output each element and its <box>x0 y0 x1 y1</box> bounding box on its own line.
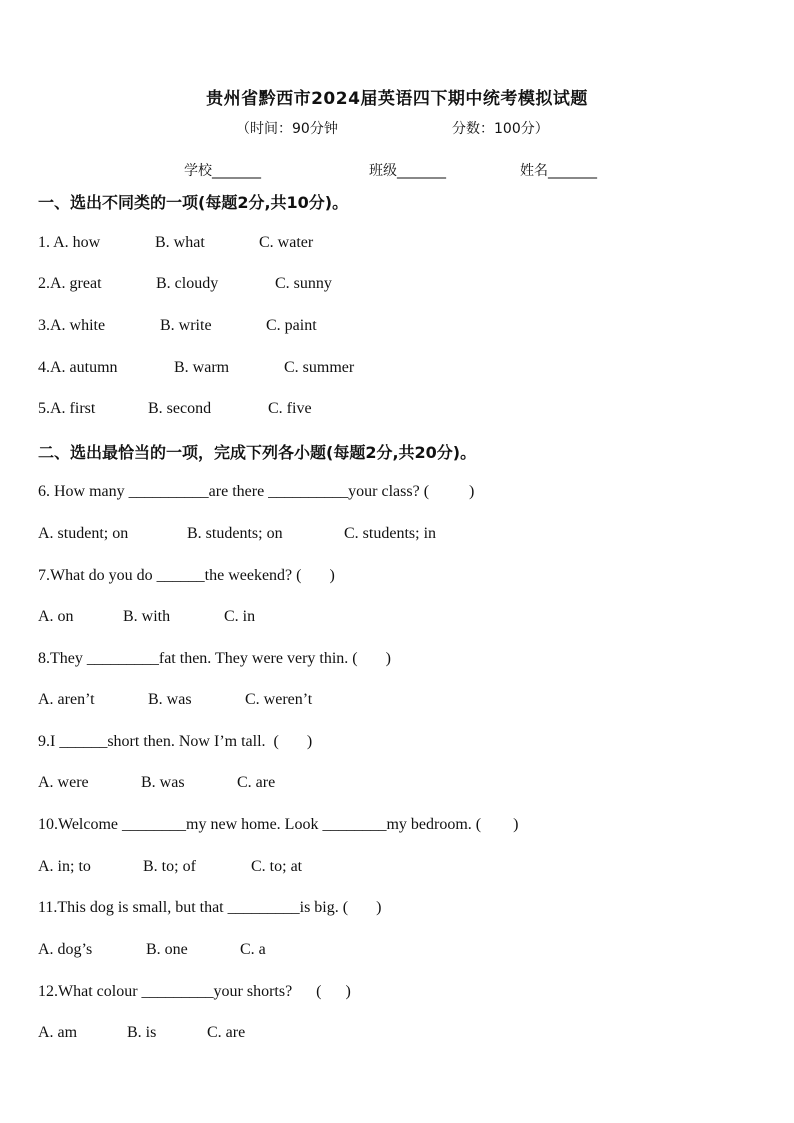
option-a: 1. A. how <box>38 234 101 251</box>
exam-title: 贵州省黔西市2024届英语四下期中统考模拟试题 <box>206 89 588 109</box>
part1-question-3 <box>38 317 317 335</box>
class-field: 班级_______ <box>369 163 446 179</box>
part2-question-12: 12.What colour _________your shorts? ( ) <box>38 983 351 1000</box>
option-b: B. students; on <box>187 525 283 542</box>
option-b: B. cloudy <box>156 275 219 292</box>
option-a: A. student; on <box>38 525 129 542</box>
name-field: 姓名_______ <box>520 163 597 179</box>
option-c: C. water <box>259 234 314 251</box>
part1-question-4 <box>38 359 354 377</box>
option-b: B. was <box>148 691 192 708</box>
part1-question-1 <box>38 234 313 252</box>
option-b: B. to; of <box>143 858 196 875</box>
option-a: A. on <box>38 608 74 625</box>
option-a: 3.A. white <box>38 317 106 334</box>
exam-time: （时间：90分钟 <box>236 121 338 137</box>
option-c: C. a <box>240 941 266 958</box>
section-1-heading: 一、选出不同类的一项(每题2分,共10分)。 <box>38 193 349 212</box>
exam-score: 分数：100分） <box>452 121 549 137</box>
option-b: B. second <box>148 400 212 417</box>
option-c: C. are <box>237 774 276 791</box>
part2-question-10: 10.Welcome ________my new home. Look ________my bedroom. ( ) <box>38 816 519 833</box>
option-c: C. in <box>224 608 256 625</box>
option-b: B. with <box>123 608 171 625</box>
part2-options-6 <box>38 525 436 543</box>
part2-options-8 <box>38 691 312 709</box>
part1-question-2 <box>38 275 332 293</box>
part2-question-11: 11.This dog is small, but that _________is big. ( ) <box>38 899 382 916</box>
option-b: B. write <box>160 317 212 334</box>
option-c: C. paint <box>266 317 317 334</box>
option-c: C. weren’t <box>245 691 313 708</box>
option-b: B. warm <box>174 359 230 376</box>
part2-options-7 <box>38 608 255 626</box>
part1-question-5 <box>38 400 312 418</box>
part2-options-11 <box>38 941 266 959</box>
part2-question-8: 8.They _________fat then. They were very thin. ( ) <box>38 650 391 667</box>
option-c: C. five <box>268 400 312 417</box>
option-b: B. one <box>146 941 188 958</box>
option-b: B. what <box>155 234 205 251</box>
part2-question-7: 7.What do you do ______the weekend? ( ) <box>38 567 335 584</box>
option-c: C. summer <box>284 359 355 376</box>
section-2-heading: 二、选出最恰当的一项，完成下列各小题(每题2分,共20分)。 <box>38 443 477 462</box>
part2-options-9 <box>38 774 275 792</box>
option-a: A. aren’t <box>38 691 95 708</box>
option-a: A. in; to <box>38 858 91 875</box>
option-a: 2.A. great <box>38 275 102 292</box>
option-a: 5.A. first <box>38 400 96 417</box>
part2-options-12 <box>38 1024 245 1042</box>
option-a: A. am <box>38 1024 78 1041</box>
option-b: B. is <box>127 1024 157 1041</box>
option-a: A. dog’s <box>38 941 93 958</box>
part2-question-6: 6. How many __________are there __________your class? ( ) <box>38 483 475 500</box>
option-a: A. were <box>38 774 89 791</box>
option-b: B. was <box>141 774 185 791</box>
part2-question-9: 9.I ______short then. Now I’m tall. ( ) <box>38 733 313 750</box>
school-field: 学校_______ <box>184 163 261 179</box>
part2-options-10 <box>38 858 302 876</box>
option-c: C. to; at <box>251 858 303 875</box>
option-c: C. sunny <box>275 275 332 292</box>
option-c: C. students; in <box>344 525 437 542</box>
option-c: C. are <box>207 1024 246 1041</box>
option-a: 4.A. autumn <box>38 359 118 376</box>
